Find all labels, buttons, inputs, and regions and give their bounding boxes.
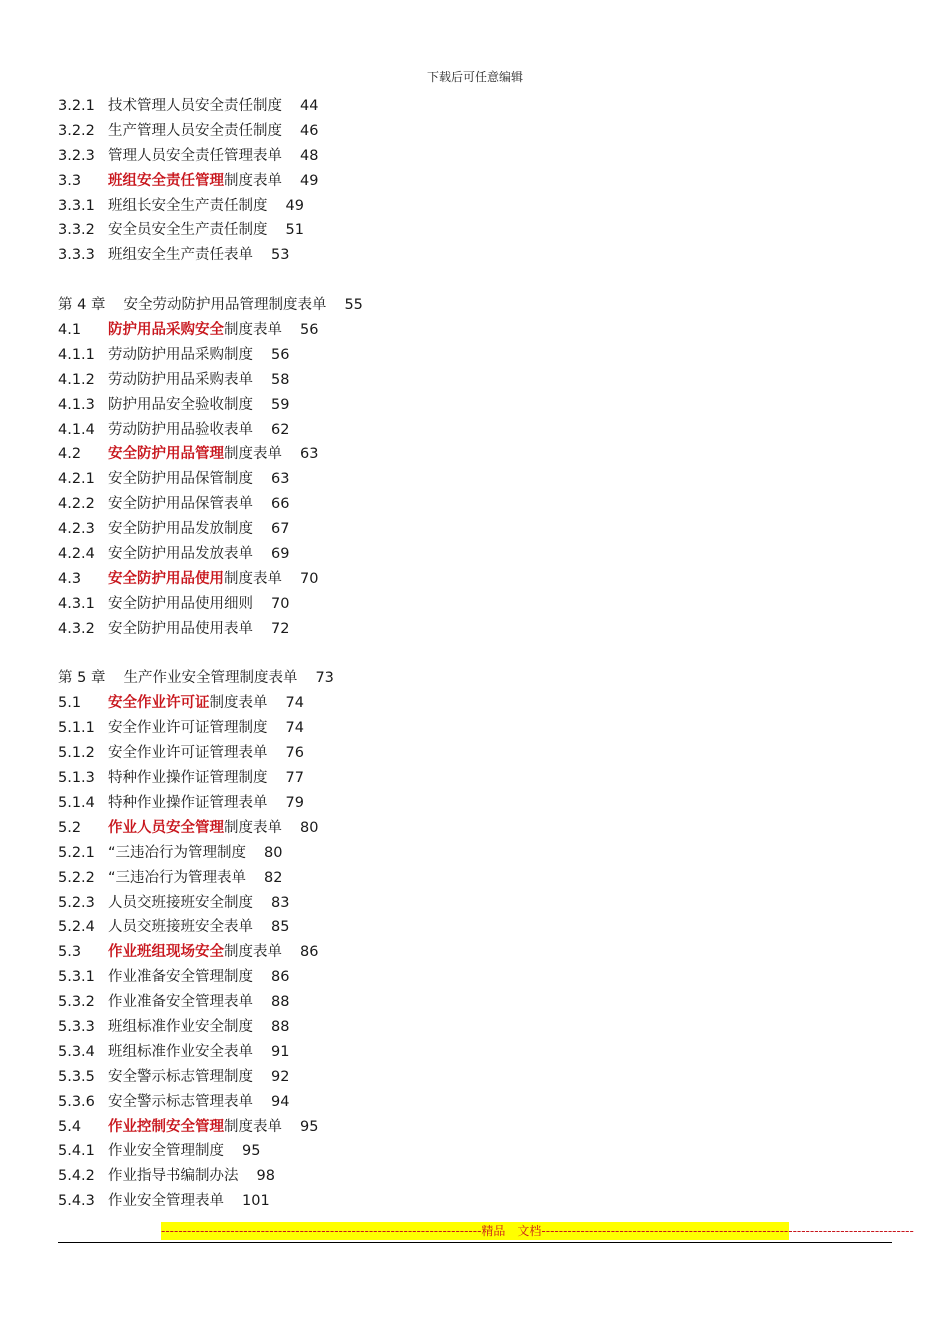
toc-entry-number: 3.3.3 <box>58 247 95 264</box>
toc-entry-number: 5.3.2 <box>58 994 95 1011</box>
toc-entry[interactable] <box>58 418 918 443</box>
footer-rule <box>58 1242 892 1243</box>
toc-entry[interactable] <box>58 467 918 492</box>
toc-entry[interactable] <box>58 791 918 816</box>
toc-entry-page: 101 <box>242 1193 270 1210</box>
toc-entry-page: 66 <box>271 496 290 513</box>
toc-entry[interactable] <box>58 866 918 891</box>
toc-entry[interactable] <box>58 368 918 393</box>
toc-entry-title: 制度表单 <box>224 944 282 961</box>
toc-entry-highlight: 作业人员安全管理 <box>108 819 224 836</box>
toc-entry-page: 88 <box>271 1018 290 1035</box>
toc-entry-page: 86 <box>300 944 319 961</box>
toc-entry-page: 44 <box>300 98 319 114</box>
toc-entry[interactable] <box>58 1065 918 1090</box>
toc-entry[interactable] <box>58 517 918 542</box>
toc-entry-number: 5.3.6 <box>58 1093 95 1110</box>
toc-entry[interactable] <box>58 766 918 791</box>
toc-entry-title: 制度表单 <box>224 819 282 836</box>
toc-entry-number: 5.4 <box>58 1118 82 1135</box>
toc-entry-title: 安全防护用品发放表单 <box>108 546 253 563</box>
toc-entry-title: 劳动防护用品采购表单 <box>108 371 253 388</box>
toc-entry[interactable] <box>58 1040 918 1065</box>
toc-entry-number: 3.3.1 <box>58 197 95 214</box>
toc-entry[interactable] <box>58 965 918 990</box>
toc-entry[interactable] <box>58 691 918 716</box>
toc-entry-number: 3.3.2 <box>58 222 95 239</box>
toc-entry-number: 5.2.4 <box>58 919 95 936</box>
toc-entry-title: 安全作业许可证管理表单 <box>108 745 268 762</box>
toc-entry-number: 5.4.3 <box>58 1193 95 1210</box>
toc-entry-highlight: 安全作业许可证 <box>108 695 210 712</box>
toc-entry-title: 技术管理人员安全责任制度 <box>108 98 282 114</box>
toc-entry-page: 74 <box>285 720 304 737</box>
table-of-contents <box>58 94 918 1214</box>
toc-entry[interactable] <box>58 119 918 144</box>
toc-entry-title: 特种作业操作证管理表单 <box>108 794 268 811</box>
toc-entry-title: 劳动防护用品采购制度 <box>108 346 253 363</box>
toc-entry-highlight: 班组安全责任管理 <box>108 172 224 189</box>
toc-entry-number: 4.1.2 <box>58 371 95 388</box>
toc-entry-title: 人员交班接班安全制度 <box>108 894 253 911</box>
toc-entry-title: “三违冶行为管理制度 <box>108 844 247 861</box>
toc-entry-number: 5.3.4 <box>58 1043 95 1060</box>
toc-entry-title: 安全警示标志管理表单 <box>108 1093 253 1110</box>
toc-entry-page: 73 <box>315 670 334 687</box>
toc-entry-highlight: 作业控制安全管理 <box>108 1118 224 1135</box>
toc-entry-title: 生产管理人员安全责任制度 <box>108 122 282 139</box>
toc-entry-number: 4.2.3 <box>58 521 95 538</box>
toc-entry-number: 5.1 <box>58 695 82 712</box>
toc-entry[interactable] <box>58 1189 918 1214</box>
toc-entry-number: 5.1.3 <box>58 770 95 787</box>
toc-entry-page: 70 <box>300 570 319 587</box>
toc-entry-number: 5.1.2 <box>58 745 95 762</box>
toc-entry-number: 5.4.2 <box>58 1168 95 1185</box>
toc-entry-number: 5.2.2 <box>58 869 95 886</box>
toc-entry[interactable] <box>58 393 918 418</box>
toc-entry-page: 95 <box>300 1118 319 1135</box>
toc-entry-highlight: 防护用品采购安全 <box>108 322 224 339</box>
toc-entry-number: 5.4.1 <box>58 1143 95 1160</box>
toc-entry-number: 4.1.3 <box>58 396 95 413</box>
toc-entry-title: 特种作业操作证管理制度 <box>108 770 268 787</box>
toc-entry-highlight: 作业班组现场安全 <box>108 944 224 961</box>
toc-entry-title: “三违冶行为管理表单 <box>108 869 247 886</box>
blank-line <box>58 268 918 293</box>
toc-entry-title: 制度表单 <box>209 695 268 712</box>
toc-entry-title: 制度表单 <box>224 172 282 189</box>
blank-line <box>58 642 918 667</box>
toc-entry-number: 5.1.1 <box>58 720 95 737</box>
toc-entry[interactable] <box>58 442 918 467</box>
toc-entry-title: 安全防护用品保管表单 <box>108 496 253 513</box>
toc-entry-number: 第 5 章 <box>58 670 106 687</box>
toc-entry-title: 安全防护用品保管制度 <box>108 471 253 488</box>
toc-entry[interactable] <box>58 592 918 617</box>
toc-entry[interactable] <box>58 841 918 866</box>
toc-entry-title: 作业指导书编制办法 <box>108 1168 239 1185</box>
toc-entry-page: 91 <box>271 1043 290 1060</box>
toc-entry[interactable] <box>58 343 918 368</box>
toc-entry-number: 4.3 <box>58 570 82 587</box>
toc-entry-title: 制度表单 <box>224 322 282 339</box>
header-note: 下载后可任意编辑 <box>426 70 523 84</box>
toc-entry-page: 80 <box>264 844 283 861</box>
toc-entry[interactable] <box>58 816 918 841</box>
toc-entry-page: 62 <box>271 421 290 438</box>
toc-entry-number: 5.3.5 <box>58 1068 95 1085</box>
toc-entry[interactable] <box>58 492 918 517</box>
toc-entry-number: 4.2.1 <box>58 471 95 488</box>
toc-entry-title: 管理人员安全责任管理表单 <box>108 147 282 164</box>
toc-entry-number: 4.1.1 <box>58 346 95 363</box>
toc-entry-page: 63 <box>271 471 290 488</box>
toc-entry-page: 79 <box>285 794 304 811</box>
toc-entry-number: 4.3.1 <box>58 595 95 612</box>
toc-entry-title: 人员交班接班安全表单 <box>108 919 253 936</box>
toc-entry-page: 98 <box>256 1168 275 1185</box>
toc-entry-page: 86 <box>271 969 290 986</box>
toc-entry[interactable] <box>58 617 918 642</box>
toc-entry-page: 56 <box>271 346 290 363</box>
toc-entry-title: 安全防护用品使用表单 <box>108 620 253 637</box>
toc-entry-page: 77 <box>285 770 304 787</box>
toc-entry-title: 安全员安全生产责任制度 <box>108 222 268 239</box>
toc-entry-page: 48 <box>300 147 319 164</box>
toc-entry-page: 46 <box>300 122 319 139</box>
toc-entry[interactable] <box>58 716 918 741</box>
toc-entry-page: 51 <box>285 222 304 239</box>
toc-entry[interactable] <box>58 144 918 169</box>
toc-entry-page: 74 <box>285 695 304 712</box>
toc-entry-number: 3.2.1 <box>58 98 95 114</box>
toc-entry-page: 72 <box>271 620 290 637</box>
toc-entry-number: 第 4 章 <box>58 297 106 314</box>
toc-entry[interactable] <box>58 741 918 766</box>
toc-entry-number: 4.3.2 <box>58 620 95 637</box>
toc-entry-page: 55 <box>344 297 363 314</box>
toc-entry[interactable] <box>58 1090 918 1115</box>
toc-entry-page: 70 <box>271 595 290 612</box>
toc-entry-title: 制度表单 <box>224 446 282 463</box>
toc-entry-number: 5.3.1 <box>58 969 95 986</box>
toc-entry[interactable] <box>58 1139 918 1164</box>
toc-entry-number: 5.1.4 <box>58 794 95 811</box>
toc-entry[interactable] <box>58 1115 918 1140</box>
toc-entry-page: 67 <box>271 521 290 538</box>
toc-entry[interactable] <box>58 915 918 940</box>
toc-entry-title: 安全防护用品使用细则 <box>108 595 253 612</box>
toc-entry-page: 56 <box>300 322 319 339</box>
toc-entry-title: 防护用品安全验收制度 <box>108 396 253 413</box>
toc-entry-title: 制度表单 <box>224 570 282 587</box>
toc-entry-number: 4.1 <box>58 322 82 339</box>
toc-entry[interactable] <box>58 169 918 194</box>
toc-entry[interactable] <box>58 1015 918 1040</box>
toc-entry-title: 劳动防护用品验收表单 <box>108 421 253 438</box>
toc-entry-number: 3.3 <box>58 172 82 189</box>
toc-entry-title: 作业准备安全管理制度 <box>108 969 253 986</box>
toc-entry-page: 95 <box>242 1143 261 1160</box>
toc-entry-page: 69 <box>271 546 290 563</box>
toc-entry-page: 88 <box>271 994 290 1011</box>
toc-entry-page: 82 <box>264 869 283 886</box>
toc-entry-number: 3.2.3 <box>58 147 95 164</box>
toc-entry-highlight: 安全防护用品使用 <box>108 570 224 587</box>
toc-entry-page: 58 <box>271 371 290 388</box>
toc-entry[interactable] <box>58 1164 918 1189</box>
toc-entry-title: 生产作业安全管理制度表单 <box>123 670 298 687</box>
toc-entry[interactable] <box>58 891 918 916</box>
toc-chapter-entry[interactable] <box>58 293 918 318</box>
toc-entry-title: 安全作业许可证管理制度 <box>108 720 268 737</box>
toc-entry-page: 85 <box>271 919 290 936</box>
toc-entry-title: 作业安全管理制度 <box>108 1143 224 1160</box>
toc-entry-title: 班组标准作业安全制度 <box>108 1018 253 1035</box>
toc-entry-number: 4.2.4 <box>58 546 95 563</box>
toc-entry-title: 班组长安全生产责任制度 <box>108 197 268 214</box>
toc-entry-page: 49 <box>300 172 319 189</box>
toc-entry-number: 5.3 <box>58 944 82 961</box>
toc-entry-page: 76 <box>285 745 304 762</box>
toc-entry-title: 安全警示标志管理制度 <box>108 1068 253 1085</box>
toc-entry-page: 59 <box>271 396 290 413</box>
toc-entry-page: 92 <box>271 1068 290 1085</box>
toc-entry-page: 94 <box>271 1093 290 1110</box>
toc-entry-title: 安全防护用品发放制度 <box>108 521 253 538</box>
toc-chapter-entry[interactable] <box>58 666 918 691</box>
toc-entry-number: 4.1.4 <box>58 421 95 438</box>
toc-entry-page: 49 <box>285 197 304 214</box>
toc-entry[interactable] <box>58 940 918 965</box>
toc-entry-number: 5.2 <box>58 819 82 836</box>
toc-entry-page: 83 <box>271 894 290 911</box>
footer-banner: --------------------------------------------------------------------------精品 文档-------------------------------------------------------------------------------------- <box>161 1224 914 1238</box>
toc-entry[interactable] <box>58 542 918 567</box>
toc-entry[interactable] <box>58 318 918 343</box>
toc-entry-title: 班组标准作业安全表单 <box>108 1043 253 1060</box>
toc-entry-number: 4.2.2 <box>58 496 95 513</box>
toc-entry-title: 班组安全生产责任表单 <box>108 247 253 264</box>
toc-entry[interactable] <box>58 94 918 119</box>
toc-entry[interactable] <box>58 218 918 243</box>
toc-entry-title: 作业准备安全管理表单 <box>108 994 253 1011</box>
toc-entry-number: 4.2 <box>58 446 82 463</box>
toc-entry-page: 63 <box>300 446 319 463</box>
toc-entry-title: 作业安全管理表单 <box>108 1193 224 1210</box>
toc-entry-number: 5.2.1 <box>58 844 95 861</box>
toc-entry-number: 3.2.2 <box>58 122 95 139</box>
toc-entry-title: 制度表单 <box>224 1118 282 1135</box>
toc-entry[interactable] <box>58 567 918 592</box>
toc-entry-number: 5.2.3 <box>58 894 95 911</box>
toc-entry-page: 80 <box>300 819 319 836</box>
toc-entry[interactable] <box>58 990 918 1015</box>
toc-entry[interactable] <box>58 194 918 219</box>
toc-entry-number: 5.3.3 <box>58 1018 95 1035</box>
toc-entry-highlight: 安全防护用品管理 <box>108 446 224 463</box>
toc-entry-title: 安全劳动防护用品管理制度表单 <box>123 297 327 314</box>
toc-entry-page: 53 <box>271 247 290 264</box>
toc-entry[interactable] <box>58 243 918 268</box>
